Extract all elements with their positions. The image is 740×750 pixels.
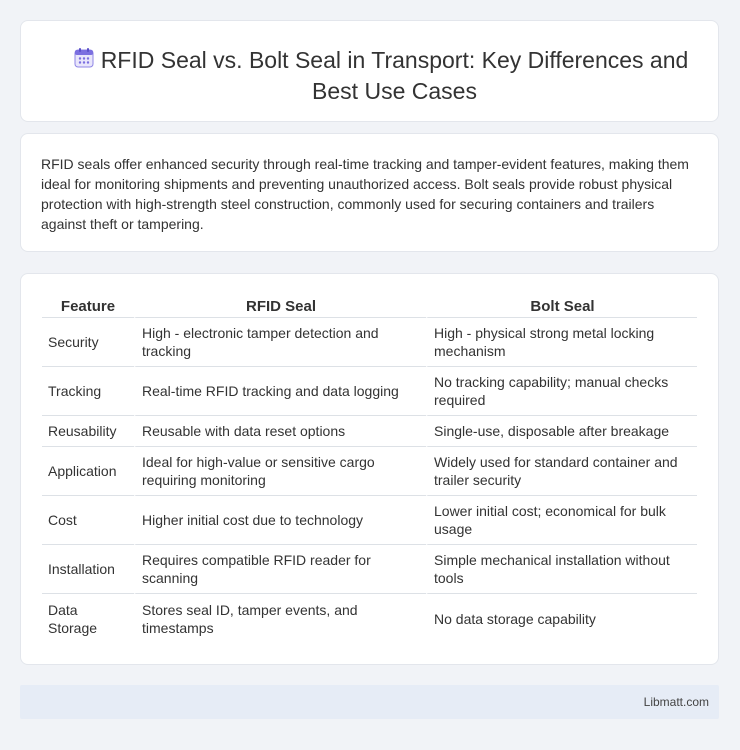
bolt-cell: No tracking capability; manual checks required <box>426 367 697 416</box>
bolt-cell: High - physical strong metal locking mechanism <box>426 318 697 367</box>
table-row <box>42 545 697 594</box>
bolt-cell: Simple mechanical installation without tools <box>426 545 697 594</box>
summary-text: RFID seals offer enhanced security through real-time tracking and tamper-evident features, making them ideal for monitoring shipments and preventing unauthorized access. Bolt seals provide robust physical protection with high-strength steel construction, commonly used for securing containers and trailers against theft or tampering. <box>41 156 689 232</box>
bolt-cell: Widely used for standard container and trailer security <box>426 447 697 496</box>
page-title: RFID Seal vs. Bolt Seal in Transport: Key Differences and Best Use Cases <box>100 47 689 104</box>
table-row <box>42 318 697 367</box>
title-card <box>20 20 719 122</box>
header-bolt-seal: Bolt Seal <box>426 296 697 318</box>
feature-cell: Cost <box>42 496 134 545</box>
header-rfid-seal: RFID Seal <box>134 296 426 318</box>
footer <box>20 685 719 719</box>
rfid-cell: Requires compatible RFID reader for scanning <box>134 545 426 594</box>
feature-cell: Security <box>42 318 134 367</box>
table-row <box>42 594 697 643</box>
footer-site-link[interactable]: Libmatt.com <box>643 695 709 709</box>
feature-cell: Data Storage <box>48 601 98 636</box>
rfid-cell: Stores seal ID, tamper events, and timestamps <box>134 594 426 643</box>
bolt-cell: No data storage capability <box>426 594 697 643</box>
table-row <box>42 416 697 447</box>
summary-card <box>20 133 719 252</box>
feature-cell: Installation <box>42 545 134 594</box>
header-feature: Feature <box>42 296 134 318</box>
bolt-cell: Single-use, disposable after breakage <box>426 416 697 447</box>
rfid-cell: Ideal for high-value or sensitive cargo requiring monitoring <box>134 447 426 496</box>
feature-cell: Application <box>42 447 134 496</box>
rfid-cell: Higher initial cost due to technology <box>134 496 426 545</box>
comparison-table <box>42 296 697 643</box>
table-row <box>42 496 697 545</box>
rfid-cell: Real-time RFID tracking and data logging <box>134 367 426 416</box>
comparison-table-card <box>20 273 719 665</box>
feature-cell: Reusability <box>42 416 134 447</box>
table-row <box>42 367 697 416</box>
bolt-cell: Lower initial cost; economical for bulk usage <box>426 496 697 545</box>
table-header-row <box>42 296 697 318</box>
feature-cell: Tracking <box>42 367 134 416</box>
rfid-cell: Reusable with data reset options <box>134 416 426 447</box>
table-row <box>42 447 697 496</box>
rfid-cell: High - electronic tamper detection and tracking <box>134 318 426 367</box>
